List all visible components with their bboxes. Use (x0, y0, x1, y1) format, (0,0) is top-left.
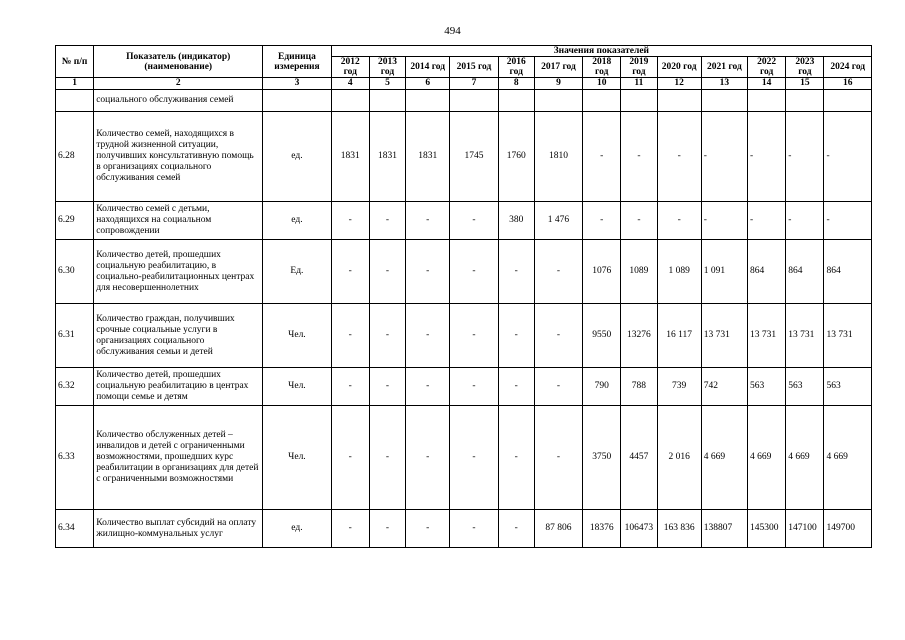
table-row (56, 90, 872, 112)
column-index: 3 (263, 78, 331, 90)
value-cell: 563 (748, 368, 786, 406)
column-index: 9 (534, 78, 582, 90)
table-row (56, 510, 872, 548)
value-cell: - (621, 112, 657, 202)
column-index: 12 (657, 78, 701, 90)
value-cell: 1745 (450, 112, 498, 202)
year-header: 2024 год (824, 57, 872, 78)
value-cell: - (824, 112, 872, 202)
year-header: 2013 год (369, 57, 405, 78)
value-cell: - (406, 304, 450, 368)
indicators-table (55, 45, 872, 548)
column-index: 11 (621, 78, 657, 90)
value-cell (748, 90, 786, 112)
value-cell: - (331, 406, 369, 510)
value-cell: 739 (657, 368, 701, 406)
value-cell (701, 90, 747, 112)
value-cell: 4 669 (824, 406, 872, 510)
column-index-row (56, 78, 872, 90)
row-number: 6.31 (56, 304, 94, 368)
value-cell: 864 (824, 240, 872, 304)
value-cell: - (450, 368, 498, 406)
value-cell: - (583, 112, 621, 202)
value-cell: - (786, 202, 824, 240)
indicator-name: Количество обслуженных детей –инвалидов и детей с ограниченными возможностями, прошедших курс реабилитации в организациях для детей с ограниченными возможностями (94, 406, 263, 510)
column-index: 7 (450, 78, 498, 90)
value-cell: 1076 (583, 240, 621, 304)
value-cell: 87 806 (534, 510, 582, 548)
value-cell: 1831 (406, 112, 450, 202)
value-cell: - (406, 406, 450, 510)
value-cell: - (450, 510, 498, 548)
value-cell: 563 (786, 368, 824, 406)
value-cell: 1 089 (657, 240, 701, 304)
year-header: 2016 год (498, 57, 534, 78)
value-cell: - (498, 406, 534, 510)
value-cell: 1760 (498, 112, 534, 202)
value-cell: 13 731 (748, 304, 786, 368)
value-cell: 790 (583, 368, 621, 406)
value-cell (406, 90, 450, 112)
value-cell: - (701, 202, 747, 240)
row-number: 6.33 (56, 406, 94, 510)
column-index: 6 (406, 78, 450, 90)
table-row (56, 304, 872, 368)
unit-of-measure: Чел. (263, 406, 331, 510)
table-row (56, 202, 872, 240)
column-index: 4 (331, 78, 369, 90)
year-header: 2015 год (450, 57, 498, 78)
column-index: 1 (56, 78, 94, 90)
value-cell: 380 (498, 202, 534, 240)
value-cell (450, 90, 498, 112)
value-cell: 742 (701, 368, 747, 406)
column-index: 14 (748, 78, 786, 90)
value-cell: - (534, 406, 582, 510)
value-cell: - (406, 510, 450, 548)
value-cell: 1 476 (534, 202, 582, 240)
table-row (56, 240, 872, 304)
value-cell: 18376 (583, 510, 621, 548)
header-row-1 (56, 46, 872, 57)
value-cell: 2 016 (657, 406, 701, 510)
column-index: 5 (369, 78, 405, 90)
value-cell: - (369, 510, 405, 548)
value-cell: - (657, 112, 701, 202)
unit-of-measure: ед. (263, 510, 331, 548)
value-cell (657, 90, 701, 112)
value-cell: 864 (748, 240, 786, 304)
value-cell: - (450, 202, 498, 240)
value-cell: 563 (824, 368, 872, 406)
indicator-name: Количество детей, прошедших социальную реабилитацию в центрах помощи семье и детям (94, 368, 263, 406)
column-index: 8 (498, 78, 534, 90)
value-cell: 145300 (748, 510, 786, 548)
value-cell: - (534, 304, 582, 368)
col-indicator-header: Показатель (индикатор) (наименование) (94, 46, 263, 78)
value-cell: 13 731 (824, 304, 872, 368)
value-cell: 788 (621, 368, 657, 406)
value-cell: - (583, 202, 621, 240)
unit-of-measure: ед. (263, 202, 331, 240)
value-cell: - (406, 368, 450, 406)
indicator-name: Количество граждан, получивших срочные социальные услуги в организациях социального обслуживания семьи и детей (94, 304, 263, 368)
value-cell (824, 90, 872, 112)
values-group-header: Значения показателей (331, 46, 871, 57)
unit-of-measure: Чел. (263, 368, 331, 406)
value-cell: - (406, 202, 450, 240)
year-header: 2014 год (406, 57, 450, 78)
value-cell: - (498, 368, 534, 406)
value-cell: 4457 (621, 406, 657, 510)
value-cell: - (498, 304, 534, 368)
value-cell: - (786, 112, 824, 202)
col-unit-header: Единица измерения (263, 46, 331, 78)
page-number: 494 (444, 25, 461, 37)
value-cell: 1810 (534, 112, 582, 202)
row-number: 6.32 (56, 368, 94, 406)
value-cell: - (331, 240, 369, 304)
value-cell: - (534, 368, 582, 406)
value-cell: 1089 (621, 240, 657, 304)
value-cell: - (824, 202, 872, 240)
year-header: 2023 год (786, 57, 824, 78)
unit-of-measure: ед. (263, 112, 331, 202)
value-cell (534, 90, 582, 112)
column-index: 16 (824, 78, 872, 90)
value-cell: 13 731 (701, 304, 747, 368)
column-index: 15 (786, 78, 824, 90)
value-cell (369, 90, 405, 112)
table-row (56, 112, 872, 202)
year-header: 2019 год (621, 57, 657, 78)
value-cell: - (621, 202, 657, 240)
value-cell: - (406, 240, 450, 304)
value-cell: 4 669 (786, 406, 824, 510)
value-cell: 13276 (621, 304, 657, 368)
row-number: 6.30 (56, 240, 94, 304)
indicator-name: Количество семей с детьми, находящихся на социальном сопровождении (94, 202, 263, 240)
row-number (56, 90, 94, 112)
year-header: 2012 год (331, 57, 369, 78)
value-cell: 1831 (331, 112, 369, 202)
value-cell: - (331, 304, 369, 368)
indicator-name: Количество семей, находящихся в трудной жизненной ситуации, получивших консультативную помощь в организациях социального обслуживания семей (94, 112, 263, 202)
year-header: 2022 год (748, 57, 786, 78)
year-header: 2021 год (701, 57, 747, 78)
value-cell: 4 669 (701, 406, 747, 510)
value-cell: - (369, 202, 405, 240)
indicator-name: Количество выплат субсидий на оплату жилищно-коммунальных услуг (94, 510, 263, 548)
value-cell (498, 90, 534, 112)
column-index: 10 (583, 78, 621, 90)
value-cell: - (748, 112, 786, 202)
table-body (56, 90, 872, 548)
value-cell: 1 091 (701, 240, 747, 304)
value-cell: 106473 (621, 510, 657, 548)
value-cell: - (450, 304, 498, 368)
unit-of-measure (263, 90, 331, 112)
year-header: 2018 год (583, 57, 621, 78)
col-num-header: № п/п (56, 46, 94, 78)
table-row (56, 368, 872, 406)
value-cell: - (369, 406, 405, 510)
year-header: 2020 год (657, 57, 701, 78)
value-cell: - (331, 202, 369, 240)
value-cell: - (450, 406, 498, 510)
row-number: 6.28 (56, 112, 94, 202)
column-index: 2 (94, 78, 263, 90)
value-cell: 13 731 (786, 304, 824, 368)
value-cell: - (534, 240, 582, 304)
value-cell: 163 836 (657, 510, 701, 548)
value-cell: 864 (786, 240, 824, 304)
value-cell: 1831 (369, 112, 405, 202)
value-cell: - (369, 368, 405, 406)
value-cell: - (748, 202, 786, 240)
value-cell (331, 90, 369, 112)
value-cell: - (657, 202, 701, 240)
value-cell: 4 669 (748, 406, 786, 510)
year-header: 2017 год (534, 57, 582, 78)
row-number: 6.29 (56, 202, 94, 240)
value-cell: - (331, 368, 369, 406)
indicator-name: социального обслуживания семей (94, 90, 263, 112)
value-cell: 9550 (583, 304, 621, 368)
value-cell: 16 117 (657, 304, 701, 368)
value-cell: 138807 (701, 510, 747, 548)
value-cell: 149700 (824, 510, 872, 548)
value-cell (583, 90, 621, 112)
column-index: 13 (701, 78, 747, 90)
value-cell: - (369, 240, 405, 304)
row-number: 6.34 (56, 510, 94, 548)
unit-of-measure: Чел. (263, 304, 331, 368)
value-cell (786, 90, 824, 112)
value-cell: - (369, 304, 405, 368)
value-cell: - (450, 240, 498, 304)
unit-of-measure: Ед. (263, 240, 331, 304)
indicator-name: Количество детей, прошедших социальную реабилитацию, в социально-реабилитационных центрах для несовершеннолетних (94, 240, 263, 304)
value-cell: 3750 (583, 406, 621, 510)
value-cell: - (498, 510, 534, 548)
value-cell: - (498, 240, 534, 304)
table-row (56, 406, 872, 510)
value-cell: 147100 (786, 510, 824, 548)
value-cell (621, 90, 657, 112)
value-cell: - (701, 112, 747, 202)
value-cell: - (331, 510, 369, 548)
